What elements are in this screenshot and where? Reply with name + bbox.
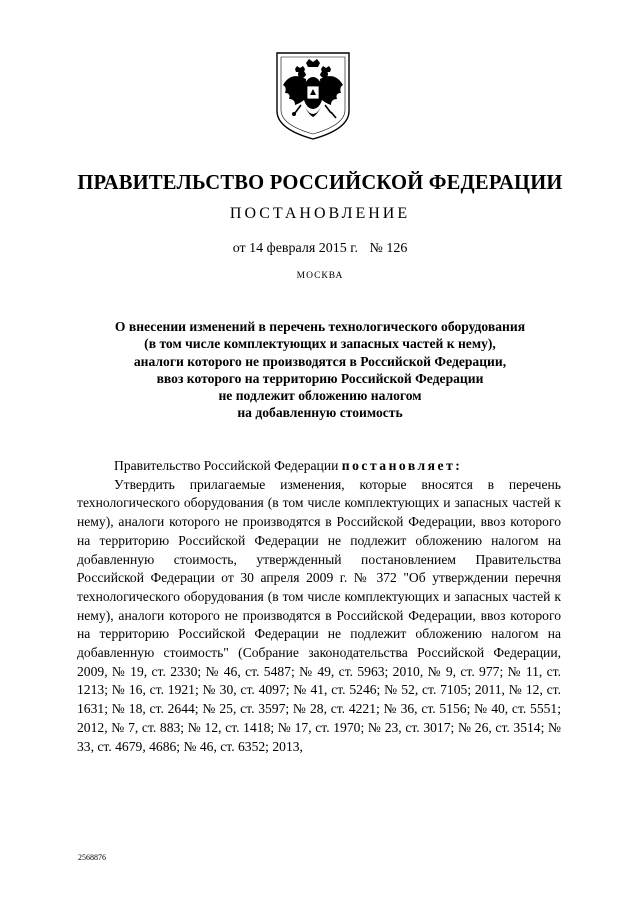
date-line [0, 241, 640, 257]
title-line: (в том числе комплектующих и запасных частей к нему), [144, 336, 496, 352]
title-line: ввоз которого на территорию Российской Федерации [156, 370, 484, 386]
decree-title [70, 318, 570, 422]
city-label: МОСКВА [296, 271, 344, 281]
title-line: аналоги которого не производятся в Российской Федерации, [133, 353, 507, 369]
document-id: 2568876 [78, 853, 106, 862]
date-prefix: от [232, 241, 246, 256]
number-sign: № [369, 241, 383, 256]
lead-emphasis: постановляет: [341, 458, 463, 473]
title-line: О внесении изменений в перечень технологического оборудования [114, 319, 526, 334]
decree-number: 126 [386, 241, 408, 256]
government-heading: ПРАВИТЕЛЬСТВО РОССИЙСКОЙ ФЕДЕРАЦИИ [77, 170, 563, 194]
title-line: на добавленную стоимость [237, 405, 403, 421]
lead-paragraph [77, 457, 561, 476]
decree-body [77, 457, 561, 756]
document-type: ПОСТАНОВЛЕНИЕ [229, 205, 411, 222]
title-line: не подлежит обложению налогом [218, 388, 422, 404]
main-paragraph: Утвердить прилагаемые изменения, которые вносятся в перечень технологического оборудования (в том числе комплектующих и запасных частей к нему), аналоги которого не производятся в Российской Федерации, ввоз которого на территорию Российской Федерации не подлежит обложению налогом на добавленную стоимость, утвержденный постановлением Правительства Российской Федерации от 30 апреля 2009 г. № 372 "Об утверждении перечня технологического оборудования (в том числе комплектующих и запасных частей к нему), аналоги которого не производятся в Российской Федерации, ввоз которого на территорию Российской Федерации не подлежит обложению налогом на добавленную стоимость" (Собрание законодательства Российской Федерации, 2009, № 19, ст. 2330; № 46, ст. 5487; № 49, ст. 5963; 2010, № 9, ст. 977; № 11, ст. 1213; № 16, ст. 1921; № 30, ст. 4097; № 41, ст. 5246; № 52, ст. 7105; 2011, № 12, ст. 1631; № 18, ст. 2644; № 25, ст. 3597; № 28, ст. 4221; № 36, ст. 5156; № 40, ст. 5551; 2012, № 7, ст. 883; № 12, ст. 1418; № 17, ст. 1970; № 23, ст. 3017; № 26, ст. 3514; № 33, ст. 4679, 4686; № 46, ст. 6352; 2013, [77, 476, 561, 754]
decree-date: 14 февраля 2015 г. [249, 241, 358, 256]
coat-of-arms-emblem-icon [273, 49, 353, 141]
lead-text: Правительство Российской Федерации [114, 458, 339, 473]
